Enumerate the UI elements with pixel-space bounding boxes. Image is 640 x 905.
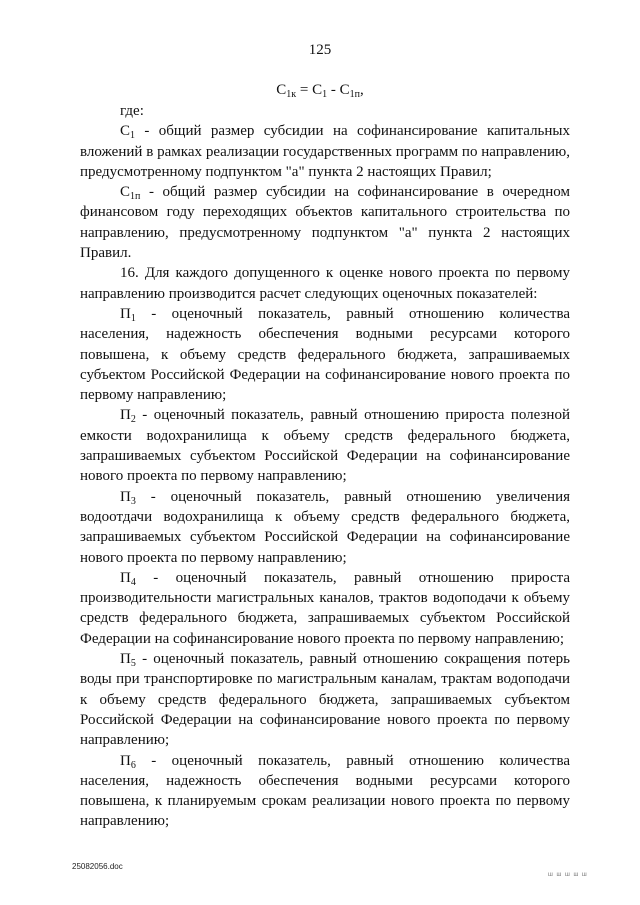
definition-c1: $C_1$ - общий размер субсидии на софинансирование капитальных вложений в рамках реализации государственных программ по направлению, предусмотренному подпунктом "а" пункта 2 настоящих Правил; (80, 123, 570, 180)
definition-c1p: $C_{1п}$ - общий размер субсидии на софинансирование в очередном финансовом году переходящих объектов капитального строительства по направлению, предусмотренному подпунктом "а" пункта 2 настоящих Правил. (80, 184, 570, 262)
indicator-p4: $П_4$ - оценочный показатель, равный отношению прироста производительности магистральных каналов, трактов водоподачи к объему средств федерального бюджета, запрашиваемых субъектом Российской Федерации на софинансирование нового проекта по первому направлению; (80, 569, 570, 647)
where-label: где: (120, 103, 144, 119)
formula: $C_{1к} = C_1 - C_{1п}$, (276, 82, 364, 100)
indicator-p5: $П_5$ - оценочный показатель, равный отношению сокращения потерь воды при транспортировке по магистральным каналам, трактам водоподачи к объему средств федерального бюджета, запрашиваемых субъектом Российской Федерации на софинансирование нового проекта по первому направлению; (80, 651, 570, 749)
footer-mark: ш ш ш ш ш (548, 872, 588, 878)
document-id: 25082056.doc (72, 862, 123, 871)
formula-term-2: $C_{1п}$ (339, 82, 360, 100)
item-16: 16. Для каждого допущенного к оценке нового проекта по первому направлению производится расчет следующих оценочных показателей: (80, 265, 570, 302)
formula-lhs: $C_{1к}$ (276, 82, 297, 100)
indicator-p6: $П_6$ - оценочный показатель, равный отношению количества населения, надежность обеспечения водными ресурсами которого повышена, к планируемым срокам реализации нового проекта по первому направлению; (80, 752, 570, 830)
document-body (80, 101, 570, 832)
indicator-p1: $П_1$ - оценочный показатель, равный отношению количества населения, надежность обеспечения водными ресурсами которого повышена, к объему средств федерального бюджета, запрашиваемых субъектом Российской Федерации на софинансирование нового проекта по первому направлению; (80, 305, 570, 404)
indicator-p2: $П_2$ - оценочный показатель, равный отношению прироста полезной емкости водохранилища к объему средств федерального бюджета, запрашиваемых субъектом Российской Федерации на софинансирование нового проекта по первому направлению; (80, 407, 570, 485)
formula-term-1: $C_1$ (312, 82, 328, 100)
indicator-p3: $П_3$ - оценочный показатель, равный отношению увеличения водоотдачи водохранилища к объему средств федерального бюджета, запрашиваемых субъектом Российской Федерации на софинансирование нового проекта по первому направлению; (80, 488, 570, 566)
page-number: 125 (308, 42, 332, 58)
